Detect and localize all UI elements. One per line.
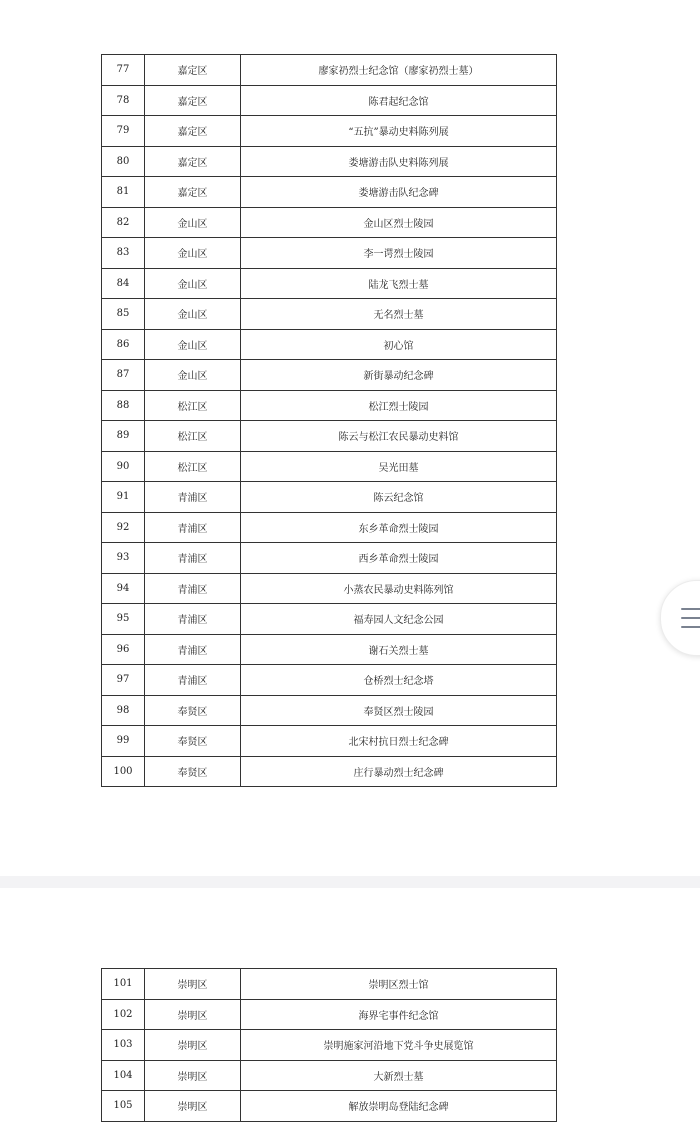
- table-row: [102, 390, 557, 421]
- row-number-cell: 89: [102, 421, 145, 452]
- site-name-cell: 陈君起纪念馆: [241, 85, 557, 116]
- table-row: [102, 695, 557, 726]
- row-number-cell: 84: [102, 268, 145, 299]
- table-row: [102, 634, 557, 665]
- row-number-cell: 102: [102, 999, 145, 1030]
- row-number-cell: 97: [102, 665, 145, 696]
- site-name-cell: 陈云纪念馆: [241, 482, 557, 513]
- site-name-cell: 仓桥烈士纪念塔: [241, 665, 557, 696]
- row-number-cell: 85: [102, 299, 145, 330]
- table-row: [102, 573, 557, 604]
- row-number-cell: 103: [102, 1030, 145, 1061]
- site-name-cell: 西乡革命烈士陵园: [241, 543, 557, 574]
- row-number-cell: 83: [102, 238, 145, 269]
- district-cell: 金山区: [145, 207, 241, 238]
- site-name-cell: 海界宅事件纪念馆: [241, 999, 557, 1030]
- site-name-cell: 吴光田墓: [241, 451, 557, 482]
- row-number-cell: 86: [102, 329, 145, 360]
- site-name-cell: 东乡革命烈士陵园: [241, 512, 557, 543]
- row-number-cell: 101: [102, 969, 145, 1000]
- district-cell: 崇明区: [145, 1030, 241, 1061]
- site-name-cell: 娄塘游击队纪念碑: [241, 177, 557, 208]
- site-name-cell: 大新烈士墓: [241, 1060, 557, 1091]
- district-cell: 崇明区: [145, 1060, 241, 1091]
- row-number-cell: 80: [102, 146, 145, 177]
- row-number-cell: 98: [102, 695, 145, 726]
- table-row: [102, 85, 557, 116]
- row-number-cell: 95: [102, 604, 145, 635]
- row-number-cell: 82: [102, 207, 145, 238]
- table-row: [102, 1091, 557, 1122]
- district-cell: 崇明区: [145, 1091, 241, 1122]
- memorial-table-part-2: [101, 968, 557, 1122]
- district-cell: 嘉定区: [145, 146, 241, 177]
- site-name-cell: 初心馆: [241, 329, 557, 360]
- table-row: [102, 482, 557, 513]
- district-cell: 青浦区: [145, 482, 241, 513]
- table-row: [102, 665, 557, 696]
- district-cell: 嘉定区: [145, 85, 241, 116]
- table-row: [102, 543, 557, 574]
- district-cell: 金山区: [145, 360, 241, 391]
- row-number-cell: 99: [102, 726, 145, 757]
- row-number-cell: 92: [102, 512, 145, 543]
- row-number-cell: 88: [102, 390, 145, 421]
- site-name-cell: 奉贤区烈士陵园: [241, 695, 557, 726]
- row-number-cell: 91: [102, 482, 145, 513]
- table-row: [102, 268, 557, 299]
- site-name-cell: 廖家礽烈士纪念馆（廖家礽烈士墓）: [241, 55, 557, 86]
- district-cell: 崇明区: [145, 999, 241, 1030]
- district-cell: 金山区: [145, 268, 241, 299]
- site-name-cell: 福寿园人文纪念公园: [241, 604, 557, 635]
- district-cell: 嘉定区: [145, 177, 241, 208]
- row-number-cell: 96: [102, 634, 145, 665]
- table-row: [102, 55, 557, 86]
- site-name-cell: “五抗”暴动史料陈列展: [241, 116, 557, 147]
- row-number-cell: 93: [102, 543, 145, 574]
- site-name-cell: 金山区烈士陵园: [241, 207, 557, 238]
- table-row: [102, 207, 557, 238]
- table-row: [102, 756, 557, 787]
- site-name-cell: 陆龙飞烈士墓: [241, 268, 557, 299]
- site-name-cell: 解放崇明岛登陆纪念碑: [241, 1091, 557, 1122]
- row-number-cell: 81: [102, 177, 145, 208]
- site-name-cell: 崇明施家河沿地下党斗争史展览馆: [241, 1030, 557, 1061]
- row-number-cell: 87: [102, 360, 145, 391]
- site-name-cell: 无名烈士墓: [241, 299, 557, 330]
- district-cell: 金山区: [145, 329, 241, 360]
- table-row: [102, 726, 557, 757]
- row-number-cell: 79: [102, 116, 145, 147]
- menu-icon: [681, 608, 700, 628]
- site-name-cell: 李一谔烈士陵园: [241, 238, 557, 269]
- row-number-cell: 94: [102, 573, 145, 604]
- table-row: [102, 1030, 557, 1061]
- district-cell: 青浦区: [145, 543, 241, 574]
- site-name-cell: 北宋村抗日烈士纪念碑: [241, 726, 557, 757]
- site-name-cell: 新街暴动纪念碑: [241, 360, 557, 391]
- district-cell: 松江区: [145, 451, 241, 482]
- row-number-cell: 100: [102, 756, 145, 787]
- table-row: [102, 604, 557, 635]
- district-cell: 松江区: [145, 390, 241, 421]
- table-row: [102, 999, 557, 1030]
- district-cell: 青浦区: [145, 573, 241, 604]
- table-row: [102, 116, 557, 147]
- district-cell: 嘉定区: [145, 116, 241, 147]
- district-cell: 嘉定区: [145, 55, 241, 86]
- row-number-cell: 104: [102, 1060, 145, 1091]
- table-row: [102, 329, 557, 360]
- district-cell: 松江区: [145, 421, 241, 452]
- table-row: [102, 360, 557, 391]
- document-page-2: [0, 888, 700, 1132]
- table-row: [102, 421, 557, 452]
- table-row: [102, 238, 557, 269]
- memorial-table-part-1: [101, 54, 557, 787]
- row-number-cell: 90: [102, 451, 145, 482]
- table-row: [102, 1060, 557, 1091]
- table-row: [102, 177, 557, 208]
- table-row: [102, 299, 557, 330]
- site-name-cell: 庄行暴动烈士纪念碑: [241, 756, 557, 787]
- site-name-cell: 娄塘游击队史料陈列展: [241, 146, 557, 177]
- district-cell: 青浦区: [145, 512, 241, 543]
- site-name-cell: 崇明区烈士馆: [241, 969, 557, 1000]
- district-cell: 崇明区: [145, 969, 241, 1000]
- district-cell: 金山区: [145, 238, 241, 269]
- district-cell: 青浦区: [145, 665, 241, 696]
- row-number-cell: 77: [102, 55, 145, 86]
- row-number-cell: 105: [102, 1091, 145, 1122]
- district-cell: 金山区: [145, 299, 241, 330]
- district-cell: 奉贤区: [145, 726, 241, 757]
- site-name-cell: 小蒸农民暴动史料陈列馆: [241, 573, 557, 604]
- district-cell: 奉贤区: [145, 695, 241, 726]
- site-name-cell: 陈云与松江农民暴动史料馆: [241, 421, 557, 452]
- table-body: [102, 55, 557, 787]
- table-row: [102, 512, 557, 543]
- district-cell: 奉贤区: [145, 756, 241, 787]
- table-row: [102, 146, 557, 177]
- district-cell: 青浦区: [145, 604, 241, 635]
- page-separator: [0, 876, 700, 888]
- row-number-cell: 78: [102, 85, 145, 116]
- table-row: [102, 969, 557, 1000]
- district-cell: 青浦区: [145, 634, 241, 665]
- site-name-cell: 松江烈士陵园: [241, 390, 557, 421]
- table-body: [102, 969, 557, 1122]
- site-name-cell: 谢石关烈士墓: [241, 634, 557, 665]
- table-row: [102, 451, 557, 482]
